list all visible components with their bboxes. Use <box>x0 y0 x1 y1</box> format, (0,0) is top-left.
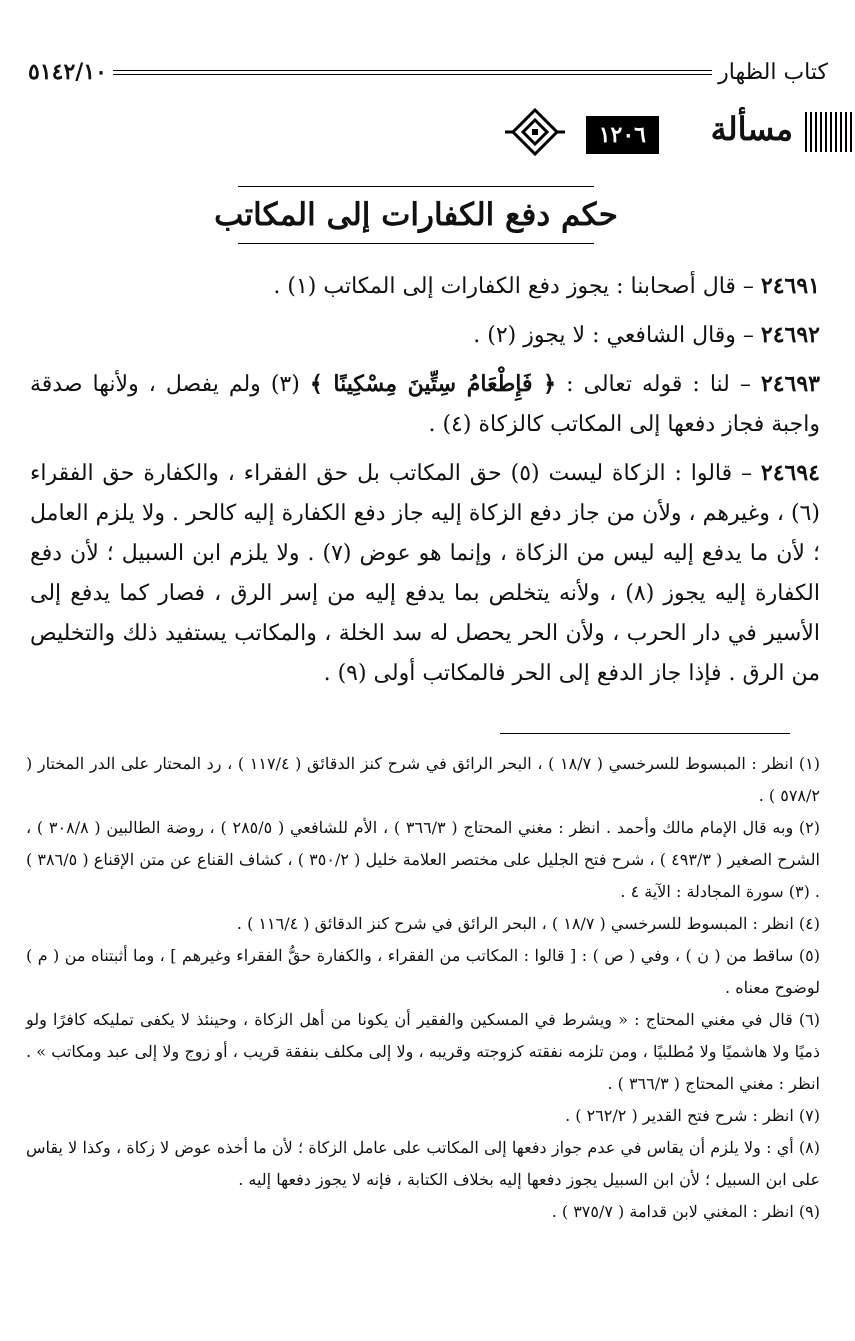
paragraph-number: ٢٤٦٩١ <box>760 273 820 299</box>
footnote-6: (٦) قال في مغني المحتاج : « ويشرط في المسكين والفقير أن يكونا من أهل الزكاة ، وحينئذ لا يكفى تمليكه كافرًا ولو ذميًا ولا هاشميًا ولا مُطلبيًا ، ومن تلزمه نفقته كزوجته وقريبه ، ولا إلى مكلف بنفقة قريب ، أو زوج ولا إلى عبد ومكاتب » . انظر : مغني المحتاج ( ٣٦٦/٣ ) . <box>26 1010 820 1093</box>
paragraph-24691 <box>30 266 820 307</box>
footnote-5: (٥) ساقط من ( ن ) ، وفي ( ص ) : [ قالوا : المكاتب من الفقراء ، والكفارة حقُّ الفقراء وغيرهم ] ، وما أثبتناه من ( م ) لوضوح معناه . <box>26 946 820 997</box>
footnote-separator <box>500 733 790 734</box>
running-header <box>28 55 828 89</box>
paragraph-24694 <box>30 453 820 694</box>
footnote-4: (٤) انظر : المبسوط للسرخسي ( ١٨/٧ ) ، البحر الرائق في شرح كنز الدقائق ( ١١٦/٤ ) . <box>236 914 820 933</box>
paragraph-number: ٢٤٦٩٢ <box>760 322 820 348</box>
paragraph-text: – قال أصحابنا : يجوز دفع الكفارات إلى المكاتب (١) . <box>273 274 761 299</box>
footnote-9: (٩) انظر : المغني لابن قدامة ( ٣٧٥/٧ ) . <box>551 1202 820 1221</box>
masala-label: مسألة <box>710 110 793 148</box>
footnote-8: (٨) أي : ولا يلزم أن يقاس في عدم جواز دفعها إلى المكاتب على عامل الزكاة ؛ لأن ما أخذه عوض لا زكاة ، وكذا لا يقاس على ابن السبيل ؛ لأن ابن السبيل يجوز دفعها إليه بخلاف الكتابة ، فإنه لا يجوز دفعها إليه . <box>26 1138 820 1189</box>
main-text <box>30 266 820 702</box>
quran-quote: ﴿ فَإِطْعَامُ سِتِّينَ مِسْكِينًا ﴾ <box>309 371 557 397</box>
paragraph-text: – لنا : قوله تعالى : <box>556 372 761 397</box>
paragraph-number: ٢٤٦٩٤ <box>760 460 820 486</box>
geometric-ornament-icon <box>505 106 565 158</box>
footnotes <box>26 748 820 1228</box>
masala-banner <box>505 106 855 158</box>
footnote-2: (٢) وبه قال الإمام مالك وأحمد . انظر : مغني المحتاج ( ٣٦٦/٣ ) ، الأم للشافعي ( ٢٨٥/٥ ) ، روضة الطالبين ( ٣٠٨/٨ ) ، الشرح الصغير ( ٤٩٣/٣ ) ، شرح فتح الجليل على مختصر العلامة خليل ( ٣٥٠/٢ ) ، كشاف القناع عن متن الإقناع ( ٣٨٦/٥ ) . (٣) سورة المجادلة : الآية ٤ . <box>26 818 821 901</box>
footnote-1: (١) انظر : المبسوط للسرخسي ( ١٨/٧ ) ، البحر الرائق في شرح كنز الدقائق ( ١١٧/٤ ) ، رد المحتار على الدر المختار ( ٥٧٨/٢ ) . <box>26 754 820 805</box>
paragraph-text-rest: (٣) ولم يفصل ، ولأنها صدقة واجبة فجاز دفعها إلى المكاتب كالزكاة (٤) . <box>30 372 820 437</box>
chapter-title: حكم دفع الكفارات إلى المكاتب <box>214 197 618 233</box>
footnote-7: (٧) انظر : شرح فتح القدير ( ٢٦٢/٢ ) . <box>565 1106 820 1125</box>
paragraph-24693 <box>30 364 820 445</box>
paragraph-text: – قالوا : الزكاة ليست (٥) حق المكاتب بل حق الفقراء ، والكفارة حق الفقراء (٦) ، وغيرهم ، ولأن من جاز دفع الزكاة إليه جاز دفع الكفارة إليه كالحر . ولا يلزم العامل ؛ لأن ما يدفع إليه ليس من الزكاة ، وإنما هو عوض (٧) . ولا يلزم ابن السبيل ؛ لأن دفع الكفارة إليه يجوز (٨) ، ولأنه يتخلص بما يدفع إليه من إسر الرق ، فصار كما يدفع إلى الأسير في دار الحرب ، ولأن الحر يحصل له سد الخلة ، والمكاتب يستفيد ذلك والتخليص من الرق . فإذا جاز الدفع إلى الحر فالمكاتب أولى (٩) . <box>30 461 820 686</box>
section-title: كتاب الظهار <box>718 59 828 85</box>
masala-number: ١٢٠٦ <box>586 116 659 154</box>
paragraph-number: ٢٤٦٩٣ <box>760 371 820 397</box>
header-rule <box>113 70 712 75</box>
paragraph-24692 <box>30 315 820 356</box>
page-number: ٥١٤٢/١٠ <box>28 59 107 85</box>
chapter-title-box <box>214 186 618 244</box>
striped-ornament <box>805 112 855 152</box>
paragraph-text: – وقال الشافعي : لا يجوز (٢) . <box>473 323 761 348</box>
